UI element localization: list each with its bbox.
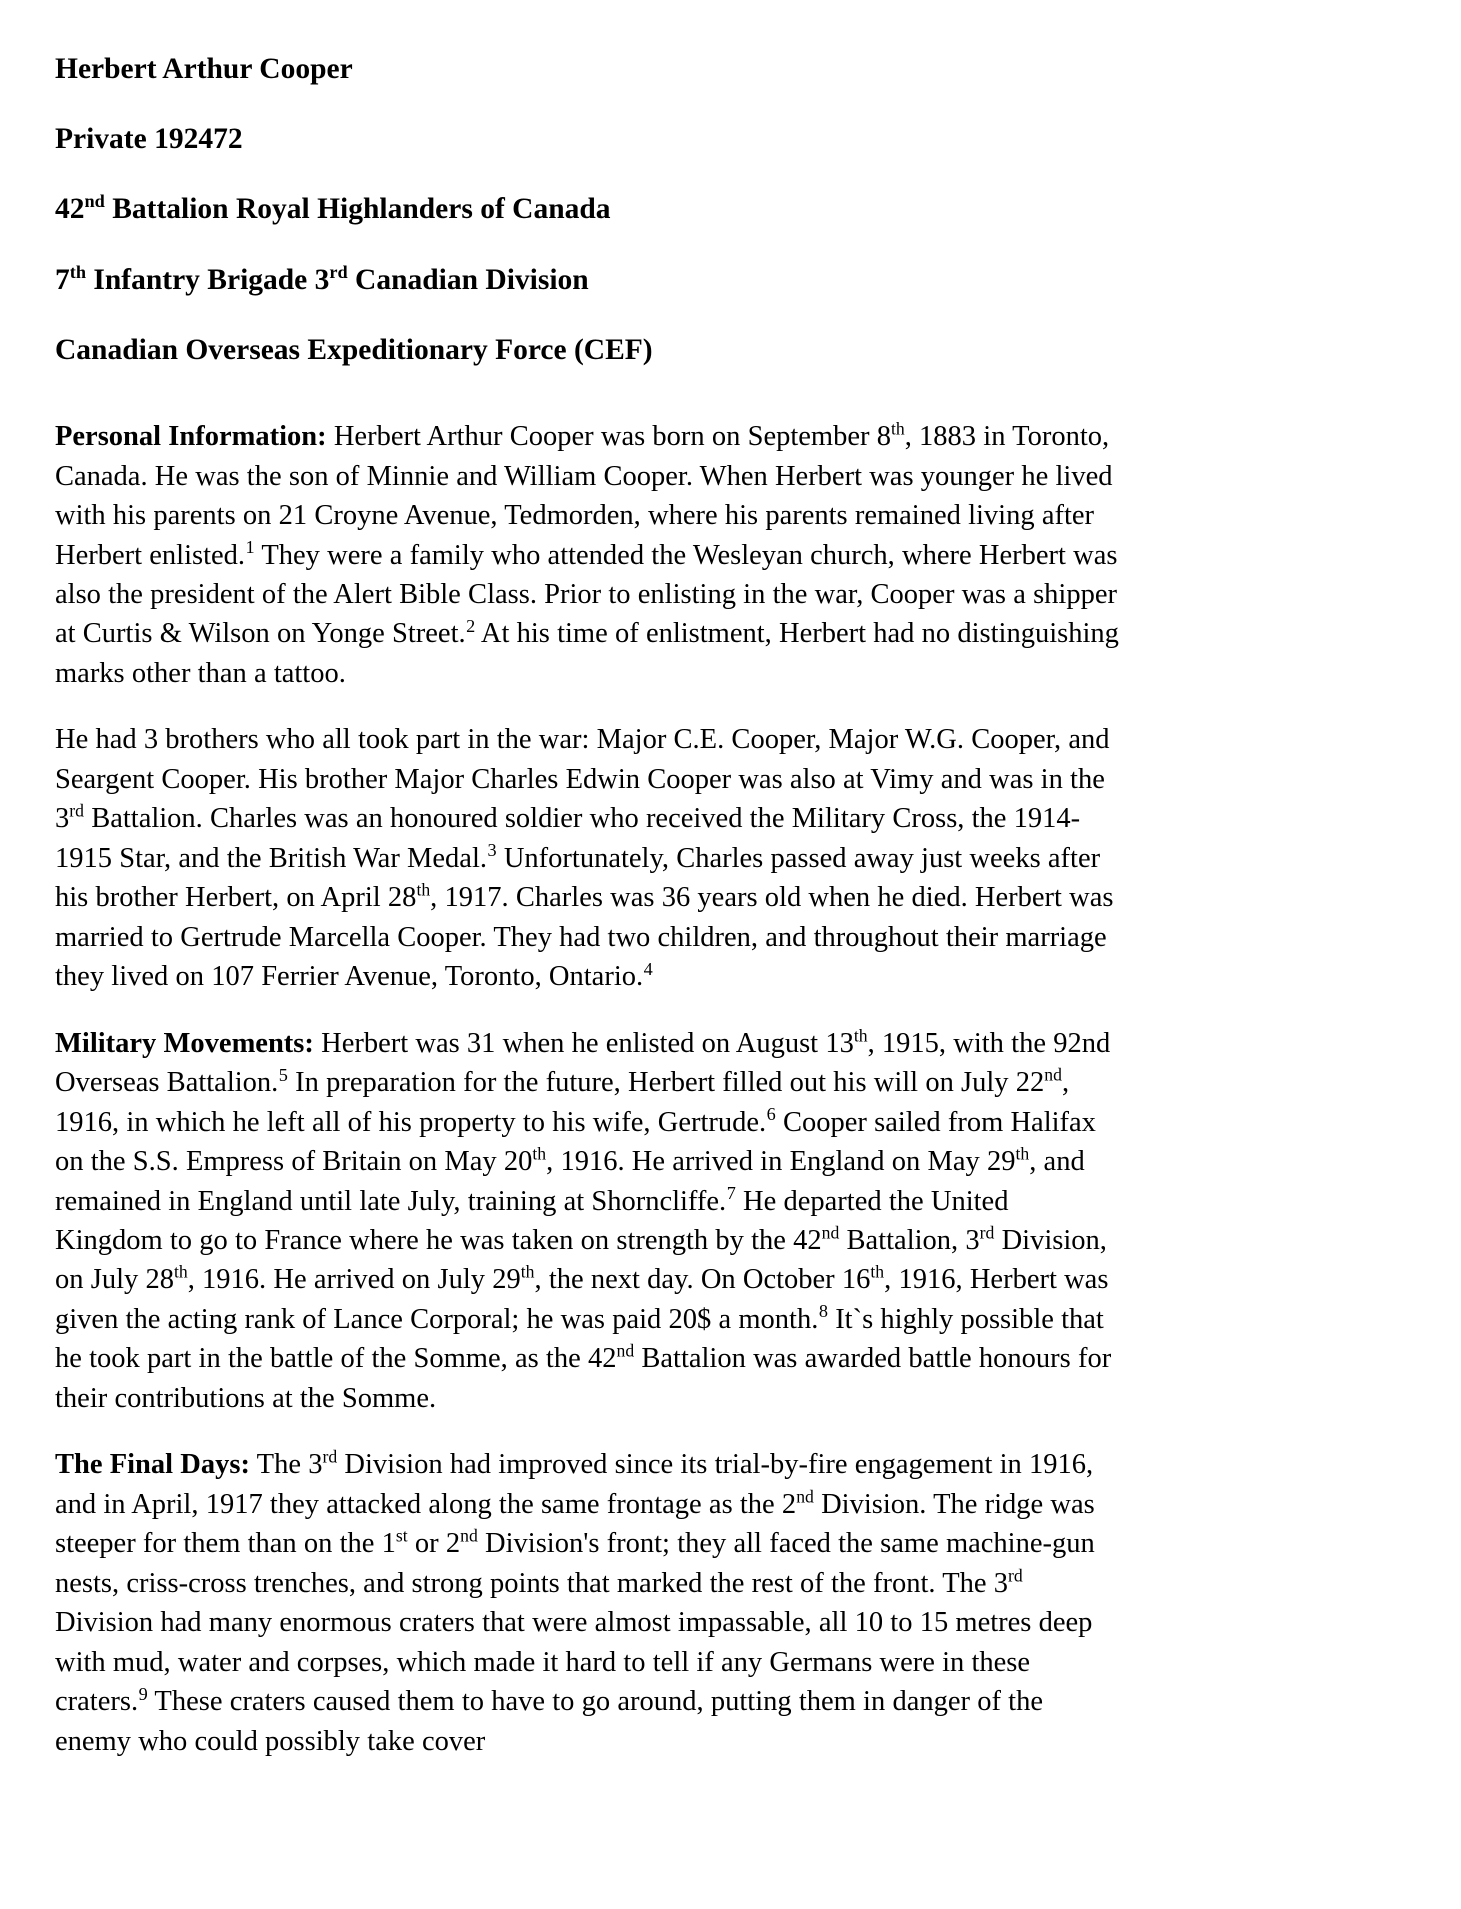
will-date-ordinal-suffix: nd xyxy=(1044,1064,1062,1085)
third-battalion-ordinal-suffix: rd xyxy=(69,800,84,821)
rank-service-number xyxy=(55,122,1120,156)
brigade-ordinal-suffix: th xyxy=(69,261,87,282)
footnote-marker-2: 2 xyxy=(466,615,476,636)
pi-text-4: At his time of enlistment, Herbert had no distinguishing marks other than a tattoo. xyxy=(55,618,1119,689)
fd-2nd-division-front-ordinal-suffix: nd xyxy=(460,1525,478,1546)
footnote-marker-9: 9 xyxy=(138,1683,148,1704)
brigade-division-heading xyxy=(55,263,1120,297)
personal-information-label: Personal Information: xyxy=(55,421,327,453)
paragraph-final-days xyxy=(55,1445,1120,1761)
42nd-battalion-ordinal-suffix: nd xyxy=(821,1222,840,1243)
page-title xyxy=(55,52,1120,86)
arrival-england-ordinal-suffix: th xyxy=(1015,1143,1030,1164)
brigade-number: 7 xyxy=(55,263,70,296)
paragraph-personal-information xyxy=(55,417,1120,693)
fd-text-1: The 3 xyxy=(249,1449,323,1481)
fd-3rd-division-ordinal-suffix: rd xyxy=(322,1446,338,1467)
battalion-number: 42 xyxy=(55,193,85,226)
battalion-ordinal-suffix: nd xyxy=(84,191,105,212)
mm-text-11: , 1916. He arrived on July 29 xyxy=(187,1264,521,1296)
arrival-france-ordinal-suffix: th xyxy=(520,1261,535,1282)
brothers-text-4: , 1917. Charles was 36 years old when he died. Herbert was married to Gertrude Marcella Cooper. They had two children, and throughout their marriage they lived on 107 Ferrier Avenue, Toronto, Ontario. xyxy=(55,882,1114,993)
enlist-date-ordinal-suffix: th xyxy=(853,1025,868,1046)
sail-date-ordinal-suffix: th xyxy=(532,1143,547,1164)
mm-text-2: , 1915, with the 92nd Overseas Battalion. xyxy=(55,1027,1111,1099)
mm-text-1: Herbert was 31 when he enlisted on August 13 xyxy=(313,1027,854,1059)
mm-text-7: , and remained in England until late July, training at Shorncliffe. xyxy=(55,1146,1085,1217)
footnote-marker-5: 5 xyxy=(278,1064,288,1085)
fd-text-5: Division's front; they all faced the same machine-gun nests, criss-cross trenches, and strong points that marked the rest of the front. The 3 xyxy=(55,1528,1095,1599)
footnote-marker-3: 3 xyxy=(487,840,497,861)
mm-text-14: It`s highly possible that he took part in the battle of the Somme, as the 42 xyxy=(55,1303,1104,1375)
battalion-heading xyxy=(55,192,1120,226)
footnote-marker-6: 6 xyxy=(766,1104,776,1125)
mm-text-10: Division, on July 28 xyxy=(55,1225,1107,1296)
fd-text-6: Division had many enormous craters that were almost impassable, all 10 to 15 metres deep with mud, water and corpses, which made it hard to tell if any Germans were in these craters. xyxy=(55,1607,1093,1718)
document-heading-block xyxy=(55,52,1120,367)
brigade-name: Infantry Brigade 3 xyxy=(86,263,330,296)
brothers-text-1: He had 3 brothers who all took part in the war: Major C.E. Cooper, Major W.G. Cooper, and Seargent Cooper. His brother Major Charles Edwin Cooper was also at Vimy and was in the 3 xyxy=(55,724,1110,835)
mm-text-6: , 1916. He arrived in England on May 29 xyxy=(546,1146,1016,1178)
mm-text-3: In preparation for the future, Herbert filled out his will on July 22 xyxy=(287,1067,1045,1099)
mm-text-9: Battalion, 3 xyxy=(839,1225,980,1256)
division-ordinal-suffix: rd xyxy=(329,261,348,282)
fd-text-3: Division. The ridge was steeper for them than on the 1 xyxy=(55,1488,1095,1560)
final-days-label: The Final Days: xyxy=(55,1449,250,1481)
mm-text-5: Cooper sailed from Halifax on the S.S. Empress of Britain on May 20 xyxy=(55,1106,1096,1178)
taken-on-strength-ordinal-suffix: th xyxy=(173,1261,188,1282)
footnote-marker-8: 8 xyxy=(818,1301,828,1322)
document-body xyxy=(55,52,1120,1761)
page-title-text: Herbert Arthur Cooper xyxy=(55,53,353,85)
fd-text-7: These craters caused them to have to go around, putting them in danger of the enemy who could possibly take cover xyxy=(55,1686,1043,1757)
pi-text-1: Herbert Arthur Cooper was born on September 8 xyxy=(326,421,891,453)
rank-service-number-text: Private 192472 xyxy=(55,123,243,156)
fd-text-2: Division had improved since its trial-by-fire engagement in 1916, and in April, 1917 they attacked along the same frontage as the 2 xyxy=(55,1449,1094,1520)
3rd-division-ordinal-suffix: rd xyxy=(979,1222,995,1243)
division-name: Canadian Division xyxy=(347,263,589,296)
mm-text-4: , 1916, in which he left all of his property to his wife, Gertrude. xyxy=(55,1067,1070,1138)
footnote-marker-7: 7 xyxy=(726,1183,736,1204)
paragraph-brothers xyxy=(55,720,1120,996)
fd-2nd-division-ordinal-suffix: nd xyxy=(796,1486,814,1507)
pi-text-2: , 1883 in Toronto, Canada. He was the son of Minnie and William Cooper. When Herbert was younger he lived with his parents on 21 Croyne Avenue, Tedmorden, where his parents remained living after Herbert enlisted. xyxy=(55,421,1113,571)
mm-text-12: , the next day. On October 16 xyxy=(534,1264,871,1296)
mm-text-15: Battalion was awarded battle honours for their contributions at the Somme. xyxy=(55,1343,1112,1414)
mm-text-8: He departed the United Kingdom to go to France where he was taken on strength by the 42 xyxy=(55,1185,1009,1256)
force-heading xyxy=(55,333,1120,367)
footnote-marker-4: 4 xyxy=(643,958,653,979)
paragraph-military-movements xyxy=(55,1024,1120,1419)
battalion-name: Battalion Royal Highlanders of Canada xyxy=(104,193,611,226)
birth-date-ordinal-suffix: th xyxy=(890,418,905,439)
fd-1st-division-ordinal-suffix: st xyxy=(395,1525,408,1546)
brothers-text-3: Unfortunately, Charles passed away just weeks after his brother Herbert, on April 28 xyxy=(55,842,1101,914)
military-movements-label: Military Movements: xyxy=(55,1027,314,1059)
mm-text-13: , 1916, Herbert was given the acting rank of Lance Corporal; he was paid 20$ a month. xyxy=(55,1264,1109,1335)
brothers-text-2: Battalion. Charles was an honoured soldier who received the Military Cross, the 1914-1915 Star, and the British War Medal. xyxy=(55,803,1081,874)
force-heading-text: Canadian Overseas Expeditionary Force (CEF) xyxy=(55,333,653,366)
somme-battalion-ordinal-suffix: nd xyxy=(616,1340,635,1361)
death-date-ordinal-suffix: th xyxy=(416,879,431,900)
footnote-marker-1: 1 xyxy=(245,537,255,557)
fd-text-4: or 2 xyxy=(407,1528,461,1560)
pi-text-3: They were a family who attended the Wesleyan church, where Herbert was also the president of the Alert Bible Class. Prior to enlisting in the war, Cooper was a shipper at Curtis & Wilson on Yonge Street. xyxy=(55,539,1118,650)
promotion-date-ordinal-suffix: th xyxy=(870,1261,885,1282)
fd-3rd-division-craters-ordinal-suffix: rd xyxy=(1008,1565,1023,1586)
